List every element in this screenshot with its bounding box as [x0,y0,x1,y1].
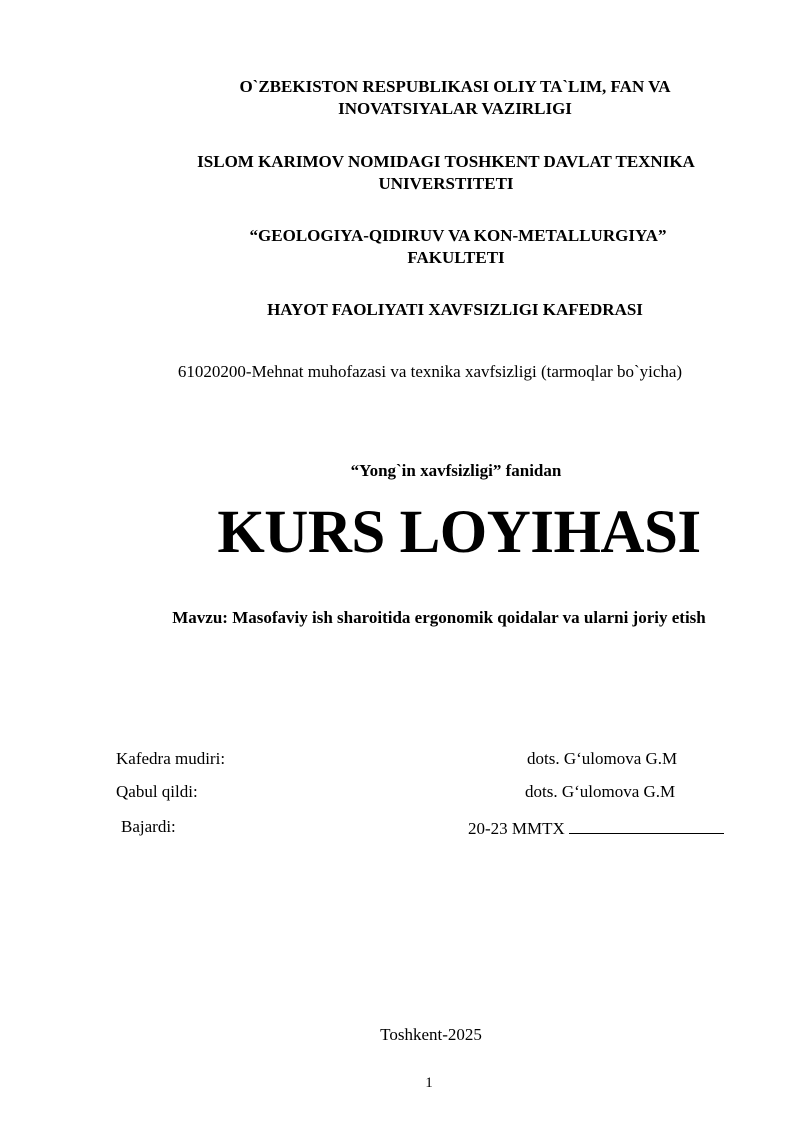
signature-blank-line [569,816,724,834]
head-of-department-value: dots. G‘ulomova G.M [527,749,678,768]
city-year: Toshkent-2025 [380,1025,482,1044]
university-line-1: ISLOM KARIMOV NOMIDAGI TOSHKENT DAVLAT TEXNIKA [197,152,695,171]
accepted-by-label: Qabul qildi: [116,782,198,801]
ministry-line-2: INOVATSIYALAR VAZIRLIGI [338,99,572,118]
page-number: 1 [425,1075,433,1091]
document-title: KURS LOYIHASI [217,499,701,566]
department-title: HAYOT FAOLIYATI XAVFSIZLIGI KAFEDRASI [267,300,643,319]
completed-by-group: 20-23 MMTX [468,819,565,838]
accepted-by-value: dots. G‘ulomova G.M [525,782,676,801]
completed-by-label: Bajardi: [121,817,176,836]
head-of-department-label: Kafedra mudiri: [116,749,226,768]
topic-line: Mavzu: Masofaviy ish sharoitida ergonomik qoidalar va ularni joriy etish [172,608,706,627]
specialty-line: 61020200-Mehnat muhofazasi va texnika xavfsizligi (tarmoqlar bo`yicha) [177,362,683,381]
faculty-line-2: FAKULTETI [407,248,505,267]
faculty-line-1: “GEOLOGIYA-QIDIRUV VA KON-METALLURGIYA” [249,226,667,245]
university-line-2: UNIVERSTITETI [378,174,514,193]
ministry-line-1: O`ZBEKISTON RESPUBLIKASI OLIY TA`LIM, FAN VA [239,77,671,96]
subject-line: “Yong`in xavfsizligi” fanidan [350,461,562,480]
completed-by-row [468,816,724,840]
